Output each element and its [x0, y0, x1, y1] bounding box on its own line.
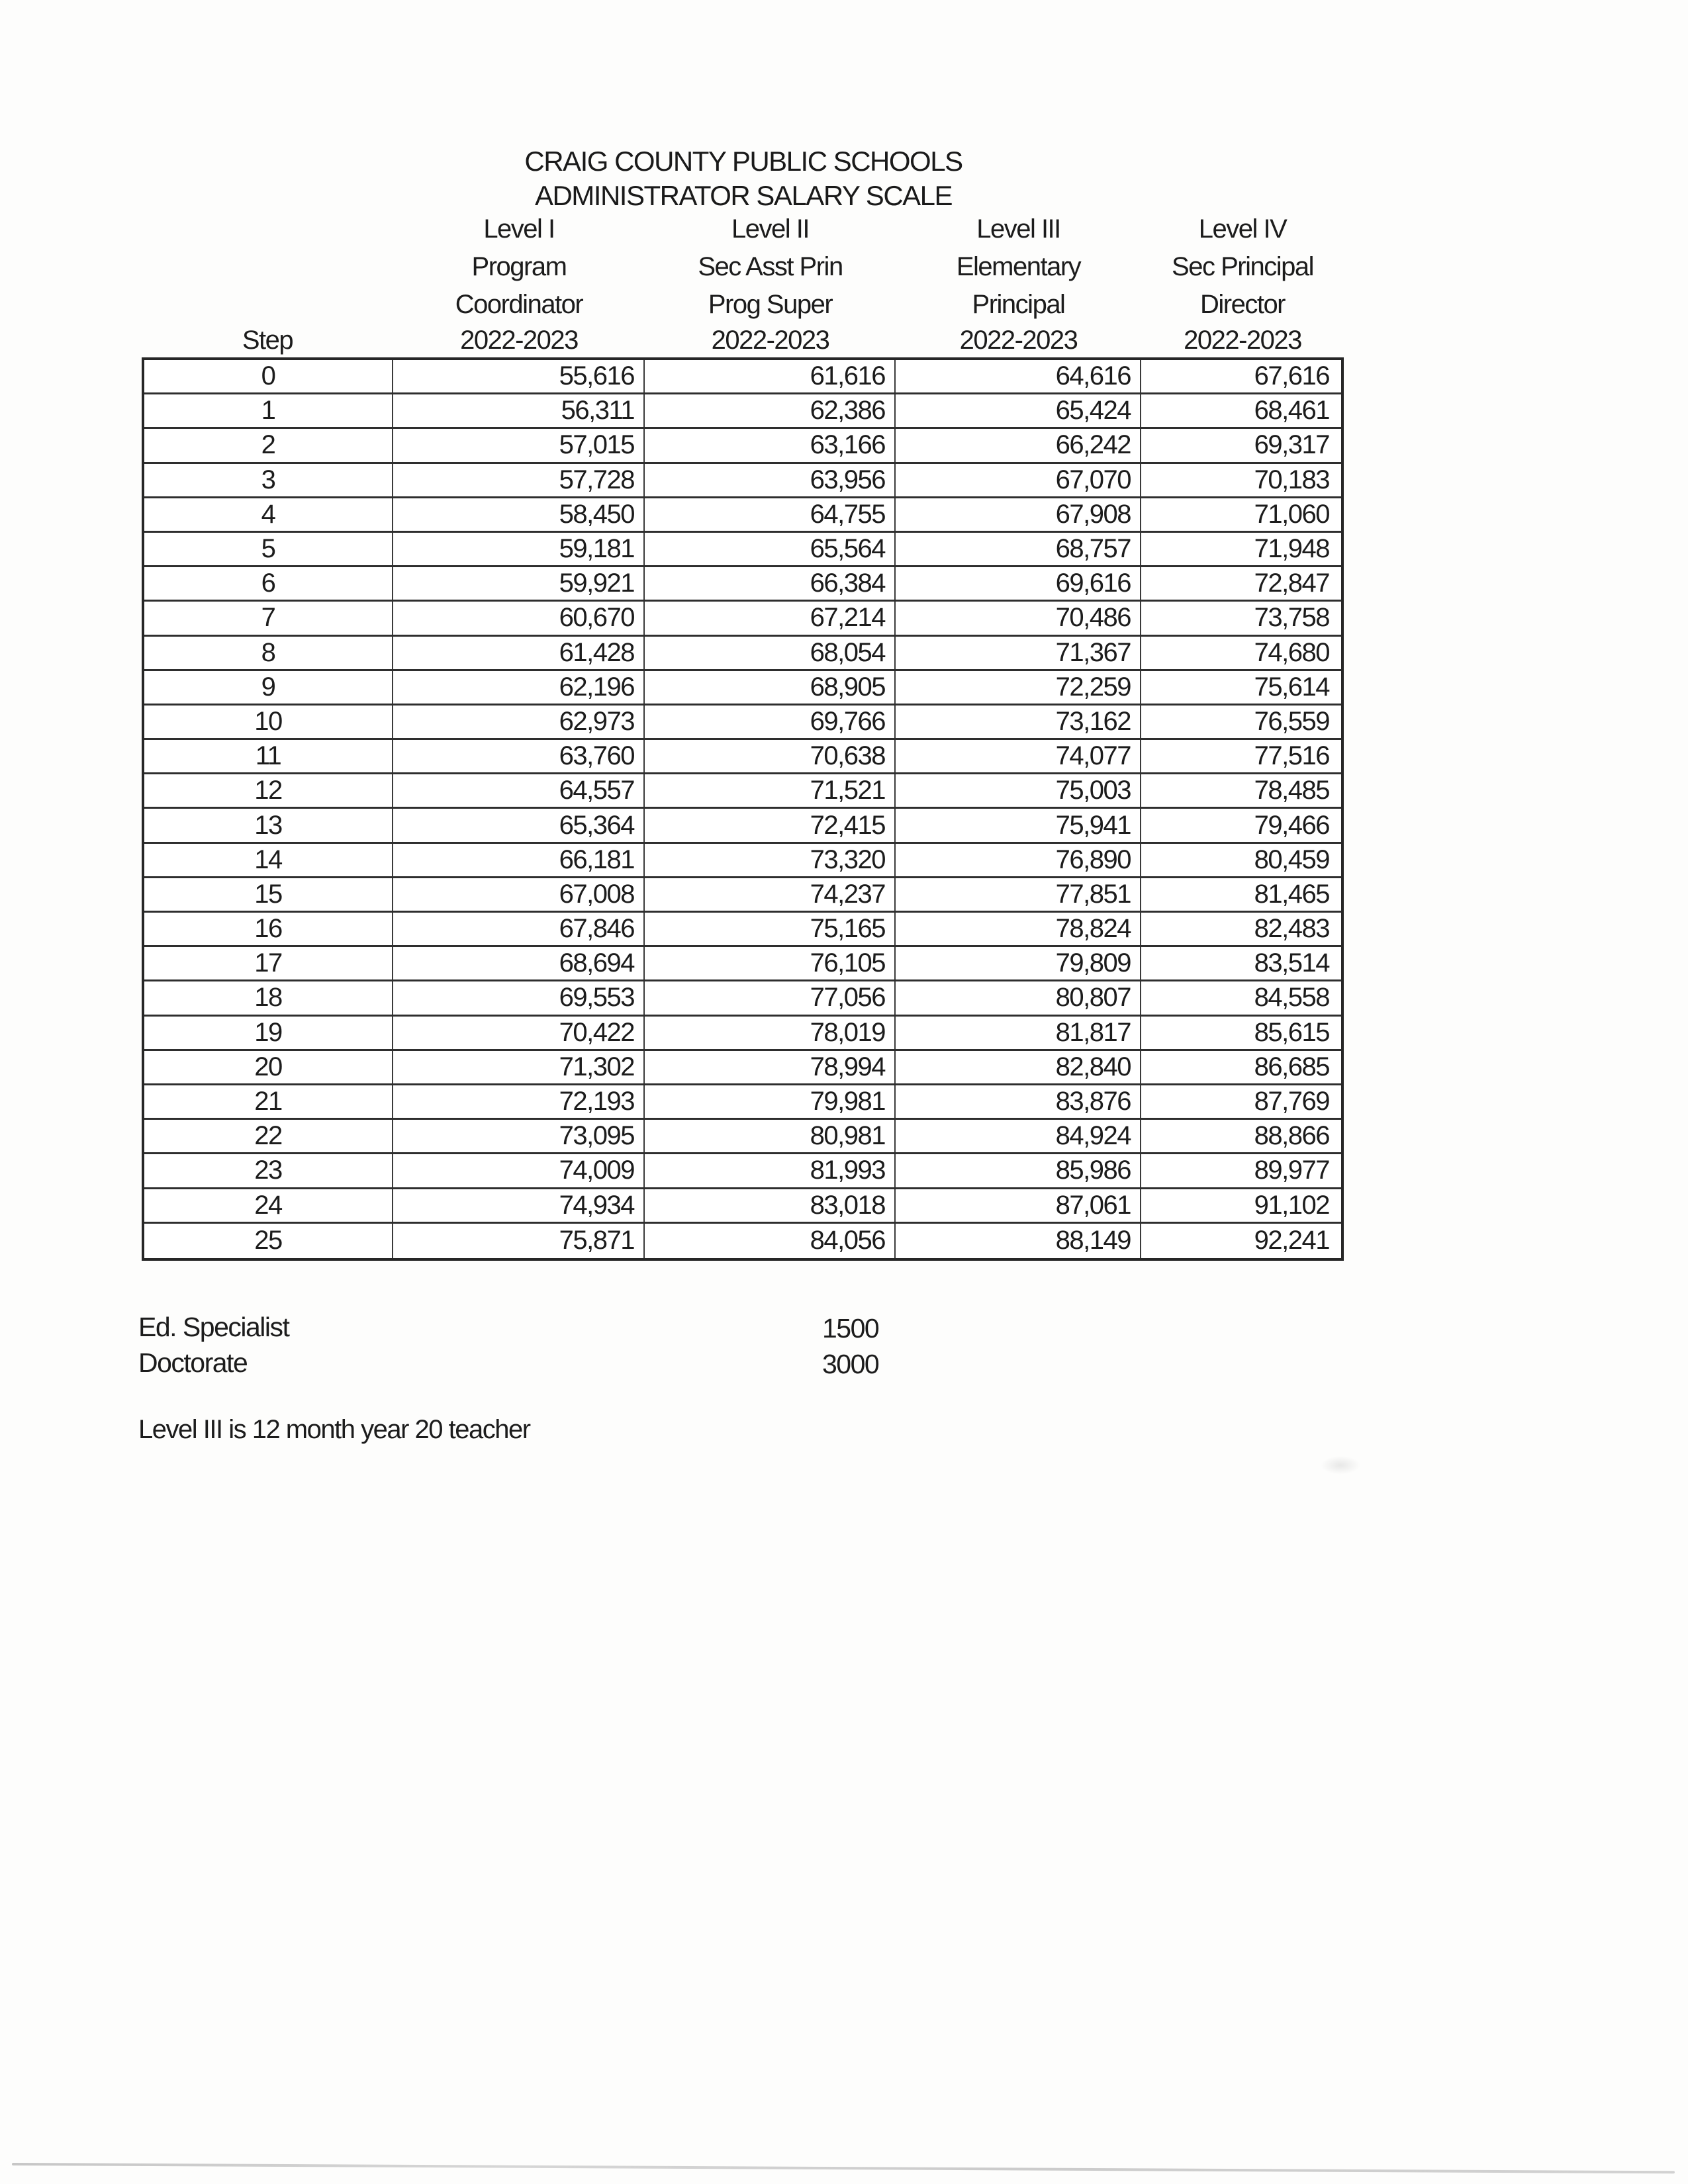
salary-cell: 66,242 [896, 429, 1141, 461]
salary-cell: 61,428 [393, 637, 645, 669]
salary-cell: 62,973 [393, 705, 645, 738]
salary-cell: 74,009 [393, 1154, 645, 1187]
salary-cell: 70,638 [645, 740, 896, 772]
salary-cell: 84,924 [896, 1120, 1141, 1152]
step-cell: 9 [144, 671, 393, 704]
stipend-label-doctorate: Doctorate [138, 1347, 248, 1378]
step-cell: 0 [144, 360, 393, 392]
salary-cell: 87,769 [1254, 1087, 1329, 1116]
step-cell: 22 [144, 1120, 393, 1152]
salary-cell: 70,183 [1254, 465, 1329, 494]
salary-cell: 74,934 [393, 1189, 645, 1222]
table-row [144, 1120, 1341, 1154]
table-header [142, 210, 1344, 357]
step-cell: 6 [144, 567, 393, 600]
salary-cell: 77,056 [645, 981, 896, 1014]
salary-cell: 64,755 [645, 498, 896, 531]
salary-cell: 72,847 [1254, 569, 1329, 598]
table-row [144, 567, 1341, 602]
salary-cell: 76,105 [645, 947, 896, 979]
salary-cell: 67,616 [1254, 361, 1329, 391]
col-header-level-2: Level II [731, 214, 809, 244]
salary-cell: 83,018 [645, 1189, 896, 1222]
col-header-role1-2: Sec Asst Prin [698, 252, 843, 281]
salary-cell: 82,840 [896, 1051, 1141, 1083]
stipend-value-doctorate: 3000 [822, 1349, 879, 1379]
document-subtitle: ADMINISTRATOR SALARY SCALE [534, 180, 953, 211]
step-cell: 12 [144, 774, 393, 807]
salary-cell: 85,615 [1254, 1017, 1329, 1047]
salary-cell: 79,466 [1254, 810, 1329, 840]
salary-cell: 58,450 [393, 498, 645, 531]
col-header-year-3: 2022-2023 [959, 325, 1078, 355]
salary-cell: 75,941 [896, 809, 1141, 841]
salary-cell: 63,956 [645, 464, 896, 496]
table-row [144, 809, 1341, 843]
salary-cell: 56,311 [393, 394, 645, 427]
salary-cell: 61,616 [645, 360, 896, 392]
salary-cell: 66,181 [393, 844, 645, 876]
step-cell: 19 [144, 1017, 393, 1049]
salary-cell: 68,461 [1254, 396, 1329, 426]
salary-cell: 60,670 [393, 602, 645, 634]
table-row [144, 602, 1341, 636]
footnote: Level III is 12 month year 20 teacher [138, 1415, 530, 1444]
step-cell: 25 [144, 1224, 393, 1258]
salary-cell: 70,422 [393, 1017, 645, 1049]
salary-cell: 65,424 [896, 394, 1141, 427]
table-row [144, 429, 1341, 463]
col-header-level-3: Level III [976, 214, 1060, 244]
salary-cell: 84,056 [645, 1224, 896, 1258]
salary-cell: 92,241 [1254, 1226, 1329, 1255]
salary-cell: 81,817 [896, 1017, 1141, 1049]
document-title-block [214, 144, 1273, 213]
salary-cell: 71,521 [645, 774, 896, 807]
salary-cell: 72,193 [393, 1085, 645, 1118]
step-cell: 13 [144, 809, 393, 841]
salary-cell: 89,977 [1254, 1156, 1329, 1185]
table-row [144, 1189, 1341, 1224]
salary-cell: 78,019 [645, 1017, 896, 1049]
salary-cell: 79,981 [645, 1085, 896, 1118]
salary-cell: 70,486 [896, 602, 1141, 634]
col-header-role2-2: Prog Super [708, 290, 833, 319]
salary-cell: 57,728 [393, 464, 645, 496]
salary-cell: 69,766 [645, 705, 896, 738]
step-header: Step [242, 325, 293, 355]
step-cell: 21 [144, 1085, 393, 1118]
salary-cell: 57,015 [393, 429, 645, 461]
salary-cell: 86,685 [1254, 1052, 1329, 1081]
salary-cell: 74,237 [645, 878, 896, 911]
step-cell: 2 [144, 429, 393, 461]
col-header-role1-1: Program [471, 252, 567, 281]
salary-cell: 68,054 [645, 637, 896, 669]
table-row [144, 913, 1341, 947]
salary-cell: 63,760 [393, 740, 645, 772]
salary-cell: 55,616 [393, 360, 645, 392]
salary-cell: 72,259 [896, 671, 1141, 704]
col-header-role1-4: Sec Principal [1172, 252, 1313, 281]
table-row [144, 533, 1341, 567]
salary-cell: 71,302 [393, 1051, 645, 1083]
table-row [144, 394, 1341, 429]
salary-cell: 73,758 [1254, 603, 1329, 633]
salary-cell: 67,846 [393, 913, 645, 945]
step-cell: 16 [144, 913, 393, 945]
salary-cell: 59,181 [393, 533, 645, 565]
salary-cell: 67,908 [896, 498, 1141, 531]
step-cell: 23 [144, 1154, 393, 1187]
salary-table [142, 357, 1344, 1261]
salary-cell: 76,559 [1254, 706, 1329, 736]
salary-cell: 59,921 [393, 567, 645, 600]
salary-cell: 64,616 [896, 360, 1141, 392]
step-cell: 4 [144, 498, 393, 531]
table-row [144, 360, 1341, 394]
step-cell: 17 [144, 947, 393, 979]
step-cell: 10 [144, 705, 393, 738]
table-row [144, 740, 1341, 774]
table-row [144, 947, 1341, 981]
table-row [144, 1051, 1341, 1085]
salary-cell: 63,166 [645, 429, 896, 461]
salary-cell: 83,876 [896, 1085, 1141, 1118]
salary-cell: 74,680 [1254, 637, 1329, 667]
salary-cell: 69,616 [896, 567, 1141, 600]
salary-cell: 69,317 [1254, 430, 1329, 460]
step-cell: 20 [144, 1051, 393, 1083]
salary-cell: 81,465 [1254, 879, 1329, 909]
salary-cell: 65,364 [393, 809, 645, 841]
salary-cell: 71,060 [1254, 499, 1329, 529]
table-row [144, 498, 1341, 533]
salary-cell: 67,008 [393, 878, 645, 911]
salary-cell: 80,459 [1254, 844, 1329, 874]
col-header-role2-3: Principal [972, 290, 1065, 319]
salary-cell: 78,994 [645, 1051, 896, 1083]
table-row [144, 705, 1341, 740]
salary-cell: 76,890 [896, 844, 1141, 876]
salary-cell: 65,564 [645, 533, 896, 565]
salary-cell: 75,614 [1254, 672, 1329, 702]
salary-table-body [144, 360, 1341, 1258]
salary-cell: 78,485 [1254, 776, 1329, 805]
table-row [144, 1154, 1341, 1189]
stipend-label-ed-specialist: Ed. Specialist [138, 1312, 289, 1342]
table-row [144, 637, 1341, 671]
salary-cell: 66,384 [645, 567, 896, 600]
step-cell: 15 [144, 878, 393, 911]
salary-cell: 78,824 [896, 913, 1141, 945]
salary-cell: 85,986 [896, 1154, 1141, 1187]
table-row [144, 878, 1341, 913]
salary-cell: 75,165 [645, 913, 896, 945]
salary-cell: 62,196 [393, 671, 645, 704]
table-row [144, 464, 1341, 498]
table-row [144, 981, 1341, 1016]
salary-cell: 73,162 [896, 705, 1141, 738]
step-cell: 7 [144, 602, 393, 634]
table-row [144, 774, 1341, 809]
step-cell: 8 [144, 637, 393, 669]
salary-cell: 82,483 [1254, 914, 1329, 944]
salary-cell: 71,948 [1254, 534, 1329, 564]
stipend-value-ed-specialist: 1500 [822, 1313, 879, 1343]
step-cell: 11 [144, 740, 393, 772]
salary-cell: 67,214 [645, 602, 896, 634]
col-header-role2-1: Coordinator [455, 290, 583, 319]
step-cell: 14 [144, 844, 393, 876]
salary-cell: 68,757 [896, 533, 1141, 565]
table-row [144, 1224, 1341, 1258]
salary-cell: 75,871 [393, 1224, 645, 1258]
salary-cell: 73,320 [645, 844, 896, 876]
scan-artifact-line [12, 2163, 1675, 2173]
salary-cell: 77,851 [896, 878, 1141, 911]
salary-cell: 91,102 [1254, 1190, 1329, 1220]
salary-cell: 80,807 [896, 981, 1141, 1014]
salary-cell: 79,809 [896, 947, 1141, 979]
col-header-year-2: 2022-2023 [711, 325, 829, 355]
salary-cell: 83,514 [1254, 948, 1329, 978]
salary-cell: 69,553 [393, 981, 645, 1014]
table-row [144, 844, 1341, 878]
salary-cell: 67,070 [896, 464, 1141, 496]
salary-cell: 80,981 [645, 1120, 896, 1152]
table-row [144, 1085, 1341, 1120]
step-cell: 5 [144, 533, 393, 565]
step-cell: 1 [144, 394, 393, 427]
col-header-role1-3: Elementary [956, 252, 1081, 281]
document-title: CRAIG COUNTY PUBLIC SCHOOLS [524, 146, 962, 177]
step-cell: 3 [144, 464, 393, 496]
salary-cell: 62,386 [645, 394, 896, 427]
salary-cell: 87,061 [896, 1189, 1141, 1222]
salary-cell: 68,905 [645, 671, 896, 704]
salary-cell: 74,077 [896, 740, 1141, 772]
table-row [144, 1017, 1341, 1051]
salary-cell: 77,516 [1254, 741, 1329, 771]
salary-cell: 88,866 [1254, 1121, 1329, 1151]
salary-cell: 64,557 [393, 774, 645, 807]
salary-cell: 71,367 [896, 637, 1141, 669]
col-header-role2-4: Director [1199, 290, 1286, 319]
step-cell: 18 [144, 981, 393, 1014]
step-cell: 24 [144, 1189, 393, 1222]
salary-cell: 84,558 [1254, 983, 1329, 1013]
salary-cell: 81,993 [645, 1154, 896, 1187]
salary-cell: 73,095 [393, 1120, 645, 1152]
salary-cell: 75,003 [896, 774, 1141, 807]
col-header-level-1: Level I [483, 214, 555, 244]
salary-cell: 68,694 [393, 947, 645, 979]
salary-cell: 72,415 [645, 809, 896, 841]
col-header-year-1: 2022-2023 [460, 325, 578, 355]
table-row [144, 671, 1341, 705]
col-header-level-4: Level IV [1198, 214, 1287, 244]
col-header-year-4: 2022-2023 [1184, 325, 1301, 355]
salary-cell: 88,149 [896, 1224, 1141, 1258]
scan-artifact-smudge [1321, 1456, 1360, 1475]
